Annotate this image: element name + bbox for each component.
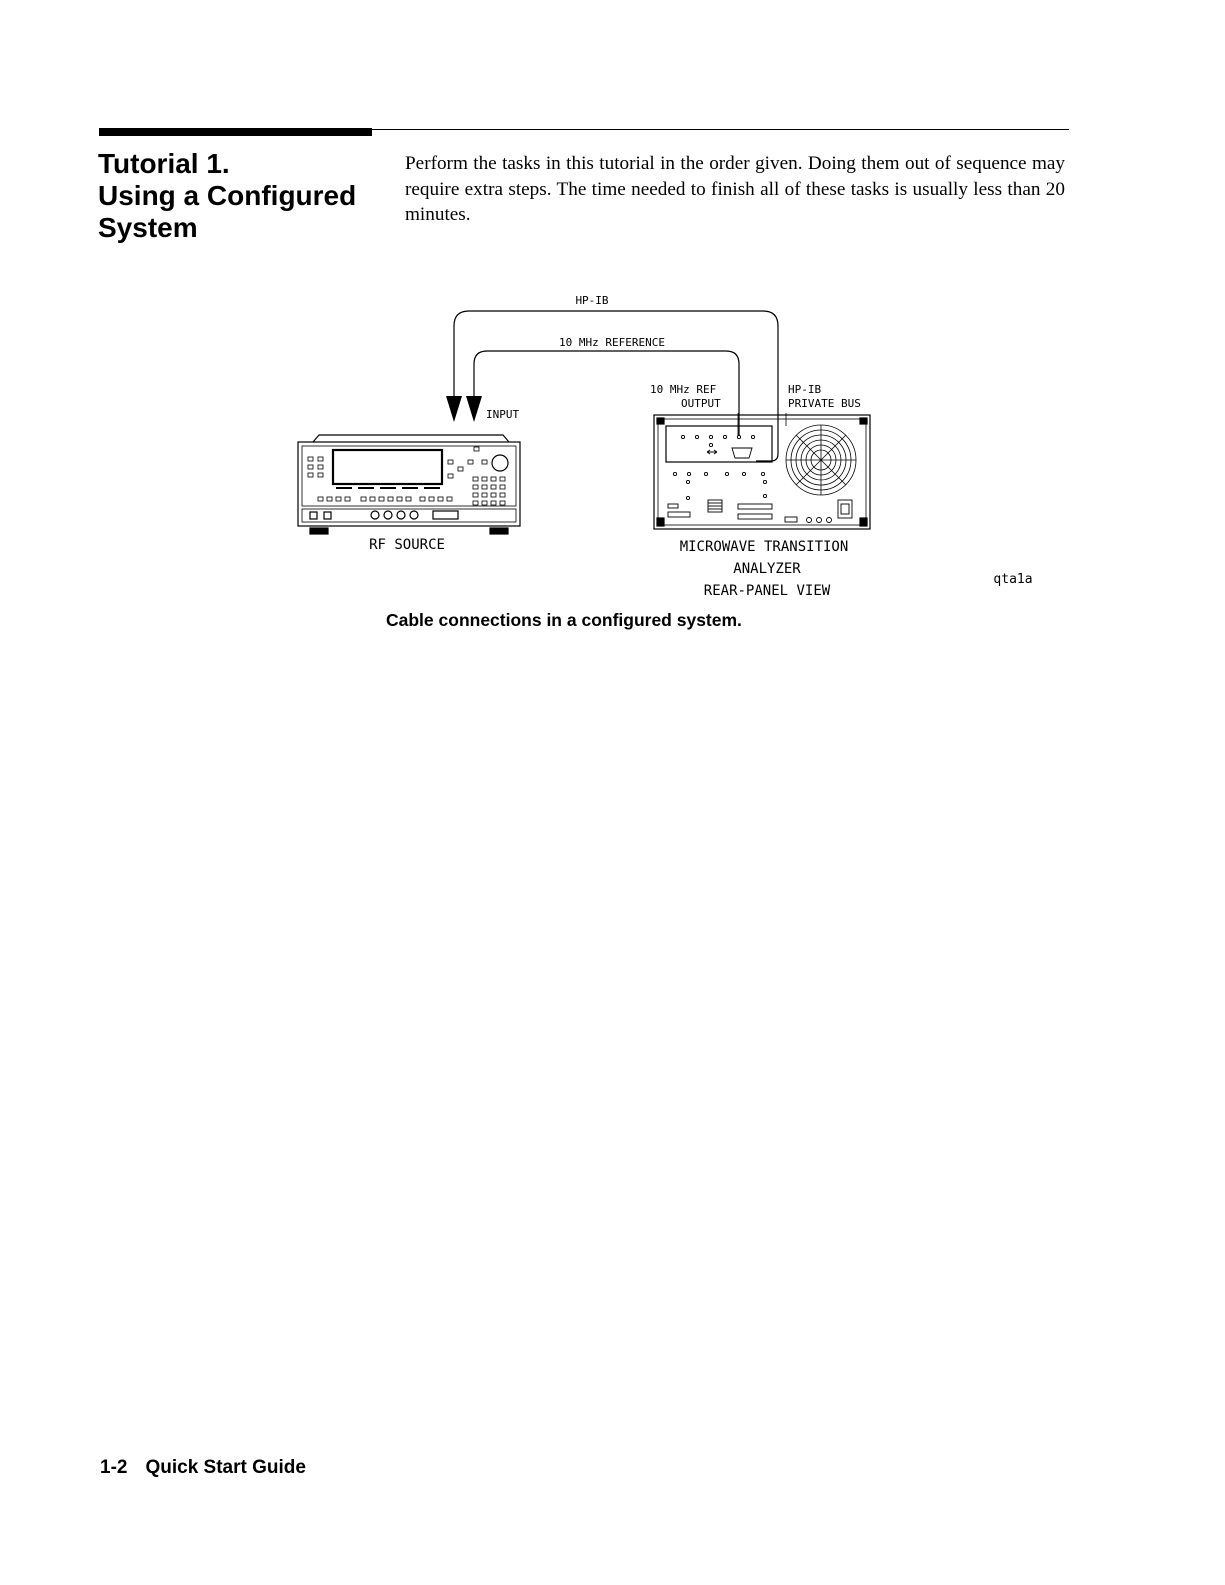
rf-source-instrument <box>298 435 520 534</box>
section-title-line: Tutorial 1. <box>98 148 230 179</box>
hpib-arrowhead <box>446 396 462 422</box>
section-rule-thin <box>99 129 1069 130</box>
page-number: 1-2 <box>100 1457 128 1478</box>
hpib-bus-label-2: PRIVATE BUS <box>788 397 861 410</box>
book-title: Quick Start Guide <box>145 1457 306 1478</box>
figure-id-label: qta1a <box>993 572 1033 587</box>
analyzer-label-1: MICROWAVE TRANSITION <box>679 539 849 555</box>
cable-connection-figure <box>270 282 1070 612</box>
hpib-cable-label: HP-IB <box>575 294 609 307</box>
page-footer <box>100 1457 306 1479</box>
section-title <box>98 148 378 244</box>
ref-output-label-2: OUTPUT <box>681 397 721 410</box>
intro-paragraph: Perform the tasks in this tutorial in the order given. Doing them out of sequence may require extra steps. The time needed to finish all of these tasks is usually less than 20 minutes. <box>405 153 1065 225</box>
analyzer-label-2: ANALYZER <box>733 561 801 577</box>
hpib-cable <box>454 311 778 461</box>
hpib-bus-label-1: HP-IB <box>788 383 822 396</box>
section-title-line: Using a Configured <box>98 180 357 211</box>
ref-arrowhead <box>466 396 482 422</box>
rf-source-label: RF SOURCE <box>369 537 445 553</box>
ref-cable-label: 10 MHz REFERENCE <box>559 336 665 349</box>
ref-output-label-1: 10 MHz REF <box>650 383 717 396</box>
input-label: INPUT <box>486 408 520 421</box>
cable-diagram <box>270 282 1070 612</box>
analyzer-rear-panel <box>654 415 870 529</box>
figure-caption: Cable connections in a configured system. <box>386 610 742 630</box>
analyzer-label-3: REAR-PANEL VIEW <box>703 583 831 599</box>
section-title-line: System <box>98 212 198 243</box>
